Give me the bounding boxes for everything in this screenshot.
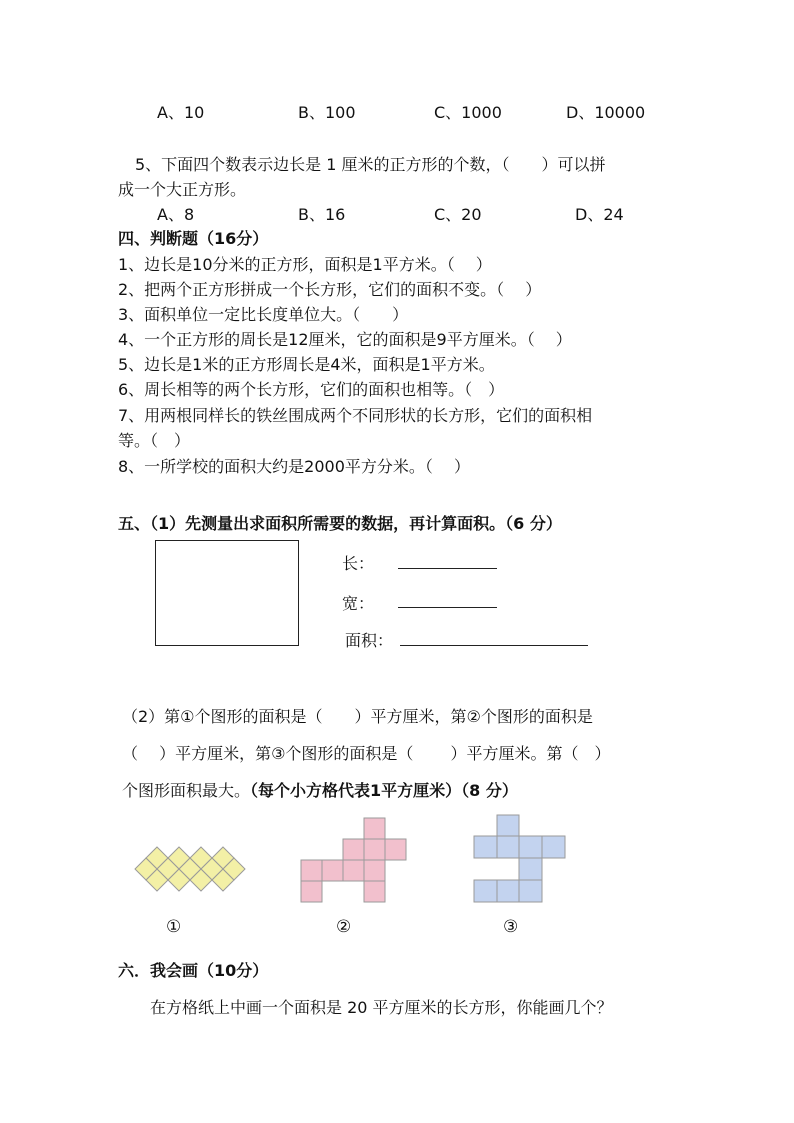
q5-option-a: A、8 — [157, 205, 195, 224]
q5-text-line2: 成一个大正方形。 — [118, 180, 247, 199]
part2-text-line3-normal: 个图形面积最大。 — [122, 781, 251, 800]
fig3-square — [519, 836, 542, 858]
fig2-square — [301, 860, 322, 881]
fig2-square — [385, 839, 406, 860]
figure-1-diamond-grid — [136, 840, 242, 898]
figure-1-diamonds — [135, 847, 245, 891]
tf-item-6: 6、周长相等的两个长方形，它们的面积也相等。（ ） — [118, 380, 505, 399]
fig2-square — [364, 839, 385, 860]
tf-item-7: 7、用两根同样长的铁丝围成两个不同形状的长方形，它们的面积相 — [118, 406, 593, 425]
tf-item-8: 8、一所学校的面积大约是2000平方分米。（ ） — [118, 457, 470, 476]
fig3-square — [497, 880, 519, 902]
fig2-square — [343, 839, 364, 860]
part2-text-line1: （2）第①个图形的面积是（ ）平方厘米，第②个图形的面积是 — [122, 707, 593, 726]
section-6-title: 六．我会画（10分） — [118, 961, 269, 980]
tf-item-1: 1、边长是10分米的正方形，面积是1平方米。（ ） — [118, 255, 492, 274]
fig3-square — [474, 836, 497, 858]
fig2-square — [364, 860, 385, 881]
figure-3-label: ③ — [503, 917, 519, 937]
fig2-square — [343, 860, 364, 881]
fig2-square — [301, 881, 322, 902]
length-label: 长： — [342, 554, 375, 573]
fig3-square — [519, 880, 542, 902]
fig2-square — [364, 818, 385, 839]
q4-option-c: C、1000 — [434, 103, 502, 122]
measure-rectangle — [155, 540, 299, 646]
part2-text-line3-bold: （每个小方格代表1平方厘米）（8 分） — [250, 781, 518, 800]
tf-item-2: 2、把两个正方形拼成一个长方形，它们的面积不变。（ ） — [118, 280, 542, 299]
tf-item-7-continued: 等。（ ） — [118, 431, 191, 450]
fig3-square — [542, 836, 565, 858]
length-answer-line — [398, 568, 497, 569]
q5-option-b: B、16 — [298, 205, 346, 224]
part2-text-line3 — [122, 778, 518, 801]
section-5-title: 五、（1）先测量出求面积所需要的数据，再计算面积。（6 分） — [118, 514, 562, 533]
fig3-square — [497, 815, 519, 836]
q5-option-d: D、24 — [575, 205, 624, 224]
q4-option-b: B、100 — [298, 103, 356, 122]
figure-1-label: ① — [166, 917, 182, 937]
width-label: 宽： — [342, 594, 375, 613]
tf-item-5: 5、边长是1米的正方形周长是4米，面积是1平方米。 — [118, 355, 495, 374]
section-4-title: 四、判断题（16分） — [118, 229, 269, 248]
q4-option-d: D、10000 — [566, 103, 646, 122]
fig3-square — [519, 858, 542, 880]
fig3-square — [474, 880, 497, 902]
q5-option-c: C、20 — [434, 205, 482, 224]
figure-3-blue-grid — [470, 814, 568, 904]
fig3-square — [497, 836, 519, 858]
q4-option-a: A、10 — [157, 103, 205, 122]
width-answer-line — [398, 607, 497, 608]
section-6-text: 在方格纸上中画一个面积是 20 平方厘米的长方形，你能画几个？ — [150, 998, 613, 1017]
area-label: 面积： — [345, 631, 394, 650]
figure-2-pink-grid — [296, 817, 409, 904]
tf-item-4: 4、一个正方形的周长是12厘米，它的面积是9平方厘米。（ ） — [118, 330, 572, 349]
area-answer-line — [400, 645, 588, 646]
figure-2-label: ② — [336, 917, 352, 937]
fig2-square — [322, 860, 343, 881]
fig2-square — [364, 881, 385, 902]
part2-text-line2: （ ）平方厘米，第③个图形的面积是（ ）平方厘米。第（ ） — [122, 744, 611, 763]
q5-text-line1: 5、下面四个数表示边长是 1 厘米的正方形的个数，（ ）可以拼 — [135, 155, 606, 174]
tf-item-3: 3、面积单位一定比长度单位大。（ ） — [118, 305, 409, 324]
